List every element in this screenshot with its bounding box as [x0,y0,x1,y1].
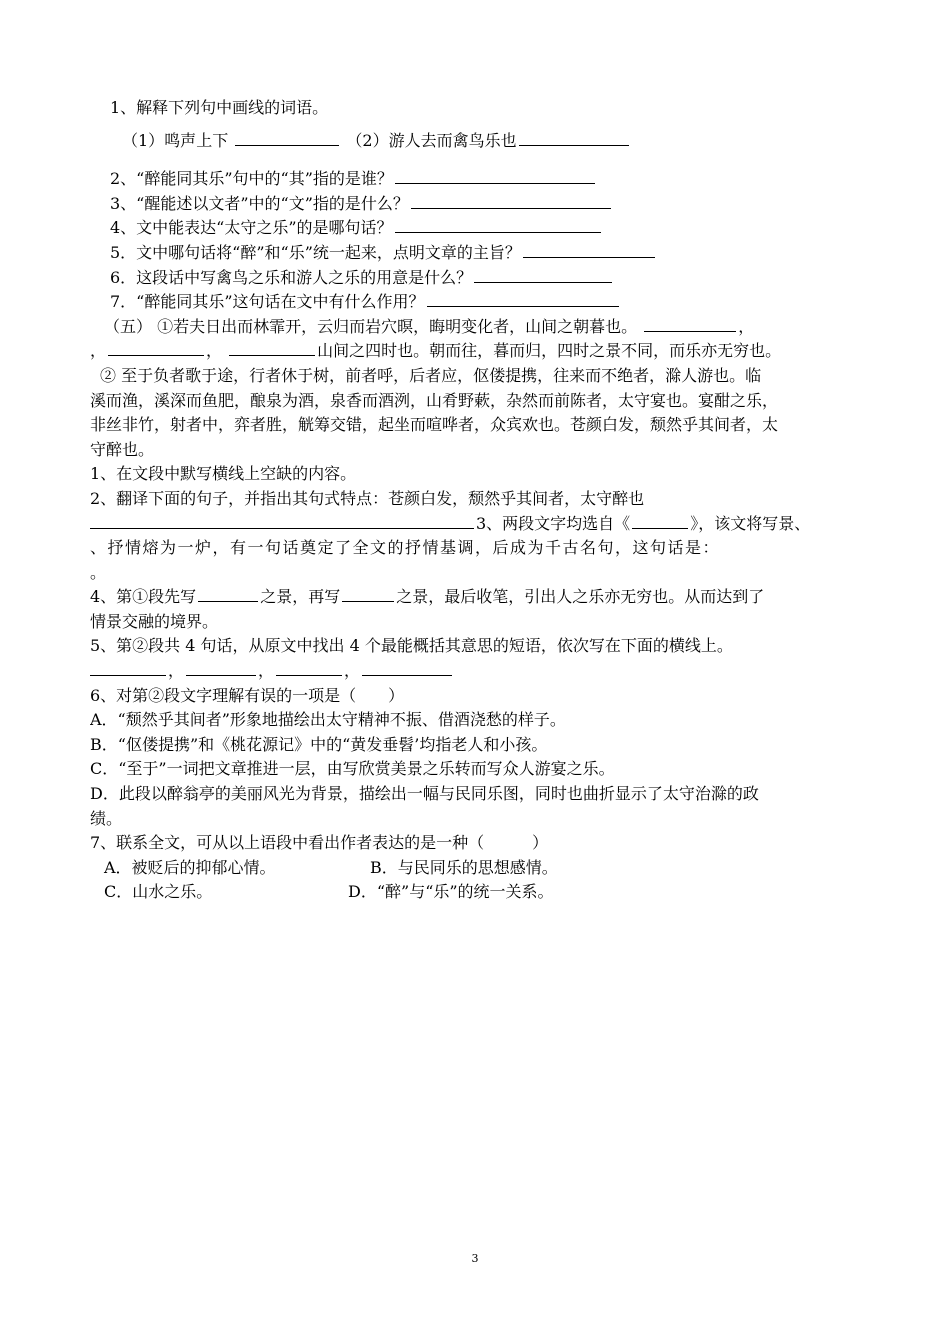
section5-fill-blank-2[interactable] [108,339,204,356]
q7-text: 7．“醉能同其乐”这句话在文中有什么作用？ [110,292,425,312]
s6-option-a[interactable]: A．“颓然乎其间者”形象地描绘出太守精神不振、借酒浇愁的样子。 [90,710,566,730]
q1-item1-dotted-1: 上 [196,129,212,154]
q1-items [90,129,862,154]
s5-question: 5、第②段共 4 句话，从原文中找出 4 个最能概括其意思的短语，依次写在下面的横线上。 [90,636,733,656]
section5-p2-line: 溪而渔，溪深而鱼肥，酿泉为酒，泉香而酒洌，山肴野蔌，杂然而前陈者，太守宴也。宴酣之乐， [90,390,779,410]
section5-p1-line2 [90,339,862,364]
s5-comma: ， [344,661,361,681]
s3-source-blank[interactable] [632,512,688,529]
s4-line2: 情景交融的境界。 [90,611,219,631]
s4-text-b: 之景，再写 [260,587,341,607]
s5-comma: ， [258,661,275,681]
section5-comma: ， [206,341,223,361]
section5-comma: ， [738,316,755,336]
q2-answer-blank[interactable] [395,167,595,184]
q4-answer-blank[interactable] [395,216,601,233]
s2-translation-blank[interactable] [90,512,474,529]
q6-line [90,266,862,291]
q4-text: 4、文中能表达“太守之乐”的是哪句话？ [110,218,393,238]
q1-item2-suffix: 而禽鸟乐也 [436,130,517,150]
s7-option-b[interactable]: B．与民同乐的思想感情。 [370,857,558,877]
q6-text: 6．这段话中写禽鸟之乐和游人之乐的用意是什么？ [110,267,473,287]
s5-blank-3[interactable] [276,659,342,676]
section5-p2-line: 守醉也。 [90,439,155,459]
s5-blank-1[interactable] [90,659,166,676]
section5-fill-blank-3[interactable] [229,339,315,356]
s6-option-c[interactable]: C．“至于”一词把文章推进一层，由写欣赏美景之乐转而写众人游宴之乐。 [90,759,615,779]
q7-line [90,290,862,315]
s1-question: 1、在文段中默写横线上空缺的内容。 [90,464,357,484]
q1-item2-answer-blank[interactable] [519,129,629,146]
q6-answer-blank[interactable] [474,266,612,283]
q1-item1-prefix: （1）鸣声 [122,130,197,150]
s7-question: 7、联系全文，可从以上语段中看出作者表达的是一种（ ） [90,833,549,853]
section5-p1-line1 [90,315,862,340]
page-number: 3 [471,1252,479,1265]
q3-answer-blank[interactable] [411,192,611,209]
worksheet-page [90,96,862,905]
q7-answer-blank[interactable] [427,290,619,307]
q1-item2-prefix: （2）游人 [346,130,421,150]
s6-option-d[interactable]: D．此段以醉翁亭的美丽风光为背景，描绘出一幅与民同乐图，同时也曲折显示了太守治滁的政 [90,784,759,804]
s2-question: 2、翻译下面的句子，并指出其句式特点：苍颜白发，颓然乎其间者，太守醉也 [90,488,645,508]
s6-option-b[interactable]: B．“伛偻提携”和《桃花源记》中的“黄发垂髫’均指老人和小孩。 [90,734,548,754]
section5-comma: ， [90,341,107,361]
s3-text-b: 》，该文将写景、 [690,513,811,533]
s4-text-a: 4、第①段先写 [90,587,197,607]
section5-p2-line: 非丝非竹，射者中，弈者胜，觥筹交错，起坐而喧哗者，众宾欢也。苍颜白发，颓然乎其间者，太 [90,415,779,435]
q5-line [90,241,862,266]
section5-p1-text-end: 山间之四时也。朝而往，暮而归，四时之景不同，而乐亦无穷也。 [317,341,782,361]
s7-options-row2 [90,880,862,905]
s2-s3-line [90,512,862,537]
q2-line [90,167,862,192]
s5-blank-2[interactable] [186,659,256,676]
q3-text: 3、“醒能述以文者”中的“文”指的是什么？ [110,193,409,213]
s4-text-c: 之景，最后收笔，引出人之乐亦无穷也。从而达到了 [396,587,765,607]
s3-text-a: 3、两段文字均选自《 [476,513,631,533]
s4-blank-1[interactable] [198,585,258,602]
s5-comma: ， [168,661,185,681]
s6-question: 6、对第②段文字理解有误的一项是（ ） [90,685,405,705]
q1-item2-dotted: 去 [421,129,437,154]
s5-blank-4[interactable] [362,659,452,676]
s3-line2: 、抒情熔为一炉，有一句话奠定了全文的抒情基调，后成为千古名句，这句话是： [90,538,721,558]
q5-text: 5．文中哪句话将“醉”和“乐”统一起来，点明文章的主旨？ [110,242,521,262]
section5-fill-blank-1[interactable] [644,315,736,332]
q1-title: 1、解释下列句中画线的词语。 [110,98,329,117]
section5-p1-text: ①若夫日出而林霏开，云归而岩穴暝，晦明变化者，山间之朝暮也。 [157,316,638,336]
q5-answer-blank[interactable] [523,241,655,258]
s7-option-d[interactable]: D．“醉”与“乐”的统一关系。 [348,882,554,902]
q2-text: 2、“醉能同其乐”句中的“其”指的是谁？ [110,169,393,189]
q1-item1-dotted-2: 下 [212,129,228,154]
s7-option-a[interactable]: A．被贬后的抑郁心情。 [104,857,276,877]
s7-option-c[interactable]: C．山水之乐。 [104,882,213,902]
s6-option-d-line2: 绩。 [90,808,123,828]
s7-options-row1 [90,856,862,881]
s4-blank-2[interactable] [342,585,394,602]
s4-line [90,585,862,610]
s3-line3: 。 [90,562,107,582]
s5-answers [90,659,862,684]
q3-line [90,192,862,217]
q1-item1-answer-blank[interactable] [235,129,339,146]
q4-line [90,216,862,241]
section5-label: （五） [104,316,153,336]
section5-p2-line: ② 至于负者歌于途，行者休于树，前者呼，后者应，伛偻提携，往来而不绝者，滁人游也。临 [100,365,762,385]
